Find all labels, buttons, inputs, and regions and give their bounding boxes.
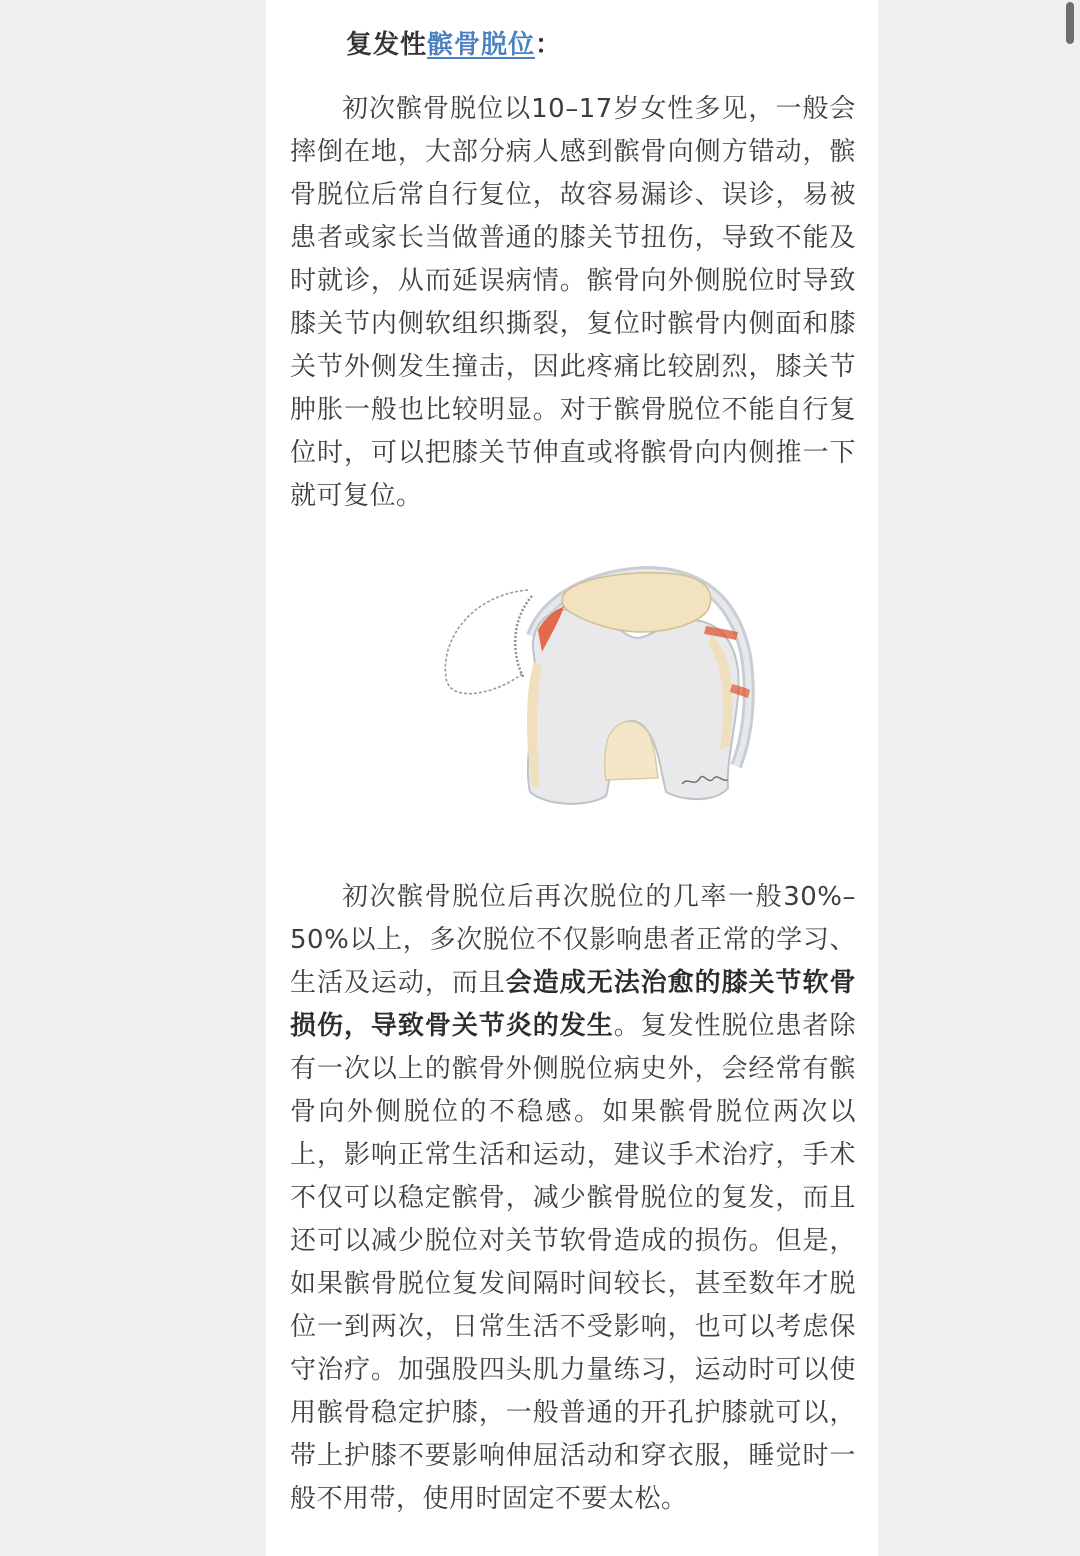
section-title bbox=[346, 24, 562, 61]
scrollbar-thumb[interactable] bbox=[1066, 2, 1074, 44]
paragraph2-bold-warning: 会造成无法治愈的膝关节软骨损伤，导致骨关节炎的发生 bbox=[290, 968, 856, 1041]
paragraph-recurrent-dislocation bbox=[290, 876, 856, 1521]
knee-patella-illustration-icon bbox=[436, 566, 756, 816]
patella-dislocation-link[interactable]: 髌骨脱位 bbox=[427, 30, 536, 60]
section-title-prefix: 复发性 bbox=[346, 30, 428, 60]
paragraph2-text-start: 初次髌骨脱位后再次脱位的几率一般30%–50%以上，多次脱位不仅影响患者正常的学习、生活及运动，而且 bbox=[290, 882, 856, 998]
paragraph-initial-dislocation: 初次髌骨脱位以10–17岁女性多见，一般会摔倒在地，大部分病人感到髌骨向侧方错动，髌骨脱位后常自行复位，故容易漏诊、误诊，易被患者或家长当做普通的膝关节扭伤，导致不能及时就诊，从而延误病情。髌骨向外侧脱位时导致膝关节内侧软组织撕裂，复位时髌骨内侧面和膝关节外侧发生撞击，因此疼痛比较剧烈，膝关节肿胀一般也比较明显。对于髌骨脱位不能自行复位时，可以把膝关节伸直或将髌骨向内侧推一下就可复位。 bbox=[290, 94, 856, 511]
article-content bbox=[266, 0, 878, 1556]
right-margin bbox=[878, 0, 1080, 1556]
left-margin bbox=[0, 0, 266, 1556]
paragraph2-text-end: 。复发性脱位患者除有一次以上的髌骨外侧脱位病史外，会经常有髌骨向外侧脱位的不稳感。如果髌骨脱位两次以上，影响正常生活和运动，建议手术治疗，手术不仅可以稳定髌骨，减少髌骨脱位的复发，而且还可以减少脱位对关节软骨造成的损伤。但是，如果髌骨脱位复发间隔时间较长，甚至数年才脱位一到两次，日常生活不受影响，也可以考虑保守治疗。加强股四头肌力量练习，运动时可以使用髌骨稳定护膝，一般普通的开孔护膝就可以，带上护膝不要影响伸屈活动和穿衣服，睡觉时一般不用带，使用时固定不要太松。 bbox=[290, 1011, 856, 1514]
section-title-suffix: ： bbox=[535, 30, 563, 60]
